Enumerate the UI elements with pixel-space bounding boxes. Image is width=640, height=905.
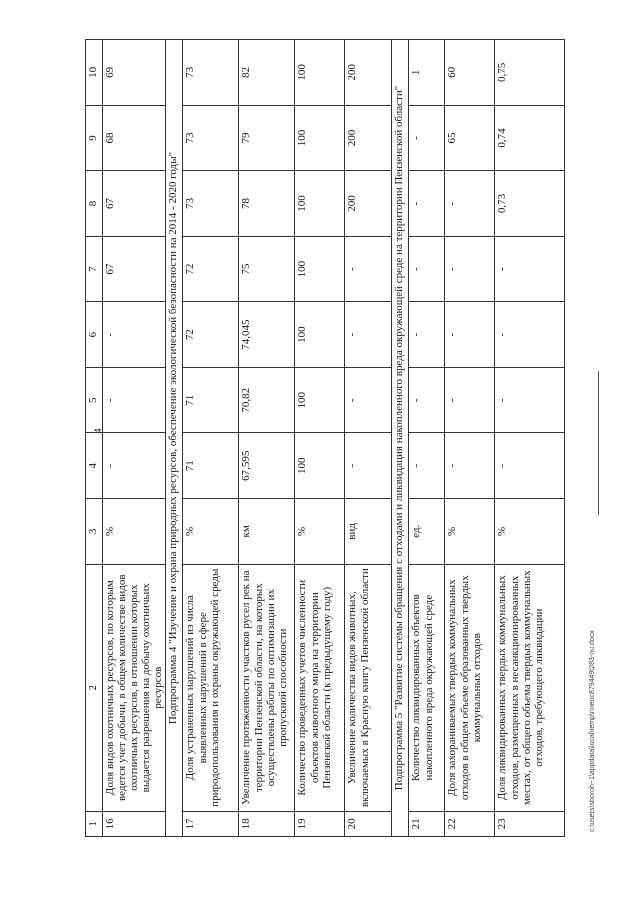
column-header: 5 xyxy=(86,367,103,433)
value-cell: - xyxy=(445,433,495,499)
value-cell: 68 xyxy=(103,105,166,171)
table-row xyxy=(409,40,445,837)
column-header: 10 xyxy=(86,40,103,106)
value-cell: - xyxy=(445,236,495,302)
subprogram-title: Подпрограмма 5 "Развитие системы обращения с отходами и ликвидация накопленного вреда окружающей среде на территории Пензенской области" xyxy=(392,40,409,837)
row-number: 17 xyxy=(183,811,239,836)
value-cell: 65 xyxy=(445,105,495,171)
value-cell: 0,73 xyxy=(495,171,565,237)
value-cell: - xyxy=(409,367,445,433)
column-header: 6 xyxy=(86,302,103,368)
value-cell: 67,595 xyxy=(239,433,295,499)
row-number: 21 xyxy=(409,811,445,836)
indicator-name: Доля устраненных нарушений из числа выявленных нарушений в сфере природопользования и охраны окружающей среды xyxy=(183,564,239,811)
value-cell: 69 xyxy=(103,40,166,106)
value-cell: - xyxy=(495,433,565,499)
row-number: 20 xyxy=(345,811,392,836)
value-cell: - xyxy=(409,302,445,368)
value-cell: - xyxy=(409,236,445,302)
row-number: 23 xyxy=(495,811,565,836)
table-row xyxy=(295,40,345,837)
subprogram-row xyxy=(392,40,409,837)
value-cell: - xyxy=(103,367,166,433)
value-cell: 200 xyxy=(345,40,392,106)
row-number: 18 xyxy=(239,811,295,836)
value-cell: 73 xyxy=(183,171,239,237)
value-cell: 100 xyxy=(295,171,345,237)
row-number: 16 xyxy=(103,811,166,836)
value-cell: - xyxy=(445,171,495,237)
value-cell: 75 xyxy=(239,236,295,302)
unit-cell: % xyxy=(495,499,565,565)
value-cell: 0,75 xyxy=(495,40,565,106)
table-row xyxy=(345,40,392,837)
value-cell: 78 xyxy=(239,171,295,237)
value-cell: - xyxy=(103,302,166,368)
value-cell: 100 xyxy=(295,236,345,302)
unit-cell: км xyxy=(239,499,295,565)
footer-rule xyxy=(598,371,599,515)
column-header: 3 xyxy=(86,499,103,565)
row-number: 19 xyxy=(295,811,345,836)
value-cell: - xyxy=(103,433,166,499)
subprogram-title: Подпрограмма 4 "Изучение и охрана природных ресурсов, обеспечение экологической безопасности на 2014 - 2020 годы" xyxy=(166,40,183,837)
indicator-name: Доля видов охотничьих ресурсов, по которым ведется учет добычи, в общем количестве видов охотничьих ресурсов, в отношении которых выдается разрешения на добычу охотничьих ресурсов xyxy=(103,564,166,811)
value-cell: 71 xyxy=(183,433,239,499)
unit-cell: % xyxy=(103,499,166,565)
value-cell: 0,74 xyxy=(495,105,565,171)
column-header: 7 xyxy=(86,236,103,302)
page-number: 4 xyxy=(93,428,104,434)
indicator-name: Увеличение протяженности участков русел рек на территории Пензенской области, на которых осуществлены работы по оптимизации их пропускной способности xyxy=(239,564,295,811)
unit-cell: % xyxy=(295,499,345,565)
value-cell: - xyxy=(409,171,445,237)
table-body xyxy=(86,40,565,837)
value-cell: - xyxy=(345,433,392,499)
value-cell: - xyxy=(409,433,445,499)
row-number: 22 xyxy=(445,811,495,836)
value-cell: 100 xyxy=(295,40,345,106)
value-cell: - xyxy=(445,302,495,368)
value-cell: 79 xyxy=(239,105,295,171)
value-cell: - xyxy=(495,236,565,302)
table-row xyxy=(183,40,239,837)
file-path: c:\users\sboroh~1\appdata\local\temp\noeoc879449t283-nu.docx xyxy=(589,630,596,832)
value-cell: 74,045 xyxy=(239,302,295,368)
value-cell: - xyxy=(409,105,445,171)
value-cell: 67 xyxy=(103,236,166,302)
indicator-table xyxy=(85,39,565,837)
value-cell: 72 xyxy=(183,302,239,368)
subprogram-row xyxy=(166,40,183,837)
value-cell: 200 xyxy=(345,105,392,171)
value-cell: 1 xyxy=(409,40,445,106)
unit-cell: % xyxy=(445,499,495,565)
value-cell: - xyxy=(345,367,392,433)
indicator-name: Доля захораниваемых твердых коммунальных отходов в общем объеме образованных твердых коммунальных отходов xyxy=(445,564,495,811)
value-cell: 82 xyxy=(239,40,295,106)
table-row xyxy=(239,40,295,837)
value-cell: - xyxy=(445,367,495,433)
value-cell: 71 xyxy=(183,367,239,433)
value-cell: - xyxy=(495,302,565,368)
unit-cell: вид xyxy=(345,499,392,565)
value-cell: 60 xyxy=(445,40,495,106)
indicator-name: Доля ликвидированных твердых коммунальных отходов, размещенных в несанкционированных местах, от общего объема твердых коммунальных отходов, требующего ликвидации xyxy=(495,564,565,811)
value-cell: 70,82 xyxy=(239,367,295,433)
value-cell: 100 xyxy=(295,302,345,368)
indicator-name: Увеличение количества видов животных, включаемых в Красную книгу Пензенской области xyxy=(345,564,392,811)
value-cell: 73 xyxy=(183,105,239,171)
value-cell: 72 xyxy=(183,236,239,302)
value-cell: 100 xyxy=(295,367,345,433)
value-cell: 200 xyxy=(345,171,392,237)
table-row xyxy=(495,40,565,837)
column-header: 2 xyxy=(86,564,103,811)
indicator-table-wrapper xyxy=(85,39,552,837)
unit-cell: % xyxy=(183,499,239,565)
unit-cell: ед. xyxy=(409,499,445,565)
indicator-name: Количество проведенных учетов численности объектов животного мира на территории Пензенской области (к предыдущему году) xyxy=(295,564,345,811)
indicator-name: Количество ликвидированных объектов накопленного вреда окружающей среде xyxy=(409,564,445,811)
value-cell: - xyxy=(345,236,392,302)
value-cell: 67 xyxy=(103,171,166,237)
table-header-row xyxy=(86,40,103,837)
column-header: 4 xyxy=(86,433,103,499)
column-header: 9 xyxy=(86,105,103,171)
table-row xyxy=(445,40,495,837)
column-header: 1 xyxy=(86,811,103,836)
value-cell: - xyxy=(345,302,392,368)
value-cell: - xyxy=(495,367,565,433)
table-row xyxy=(103,40,166,837)
value-cell: 73 xyxy=(183,40,239,106)
value-cell: 100 xyxy=(295,105,345,171)
column-header: 8 xyxy=(86,171,103,237)
value-cell: 100 xyxy=(295,433,345,499)
